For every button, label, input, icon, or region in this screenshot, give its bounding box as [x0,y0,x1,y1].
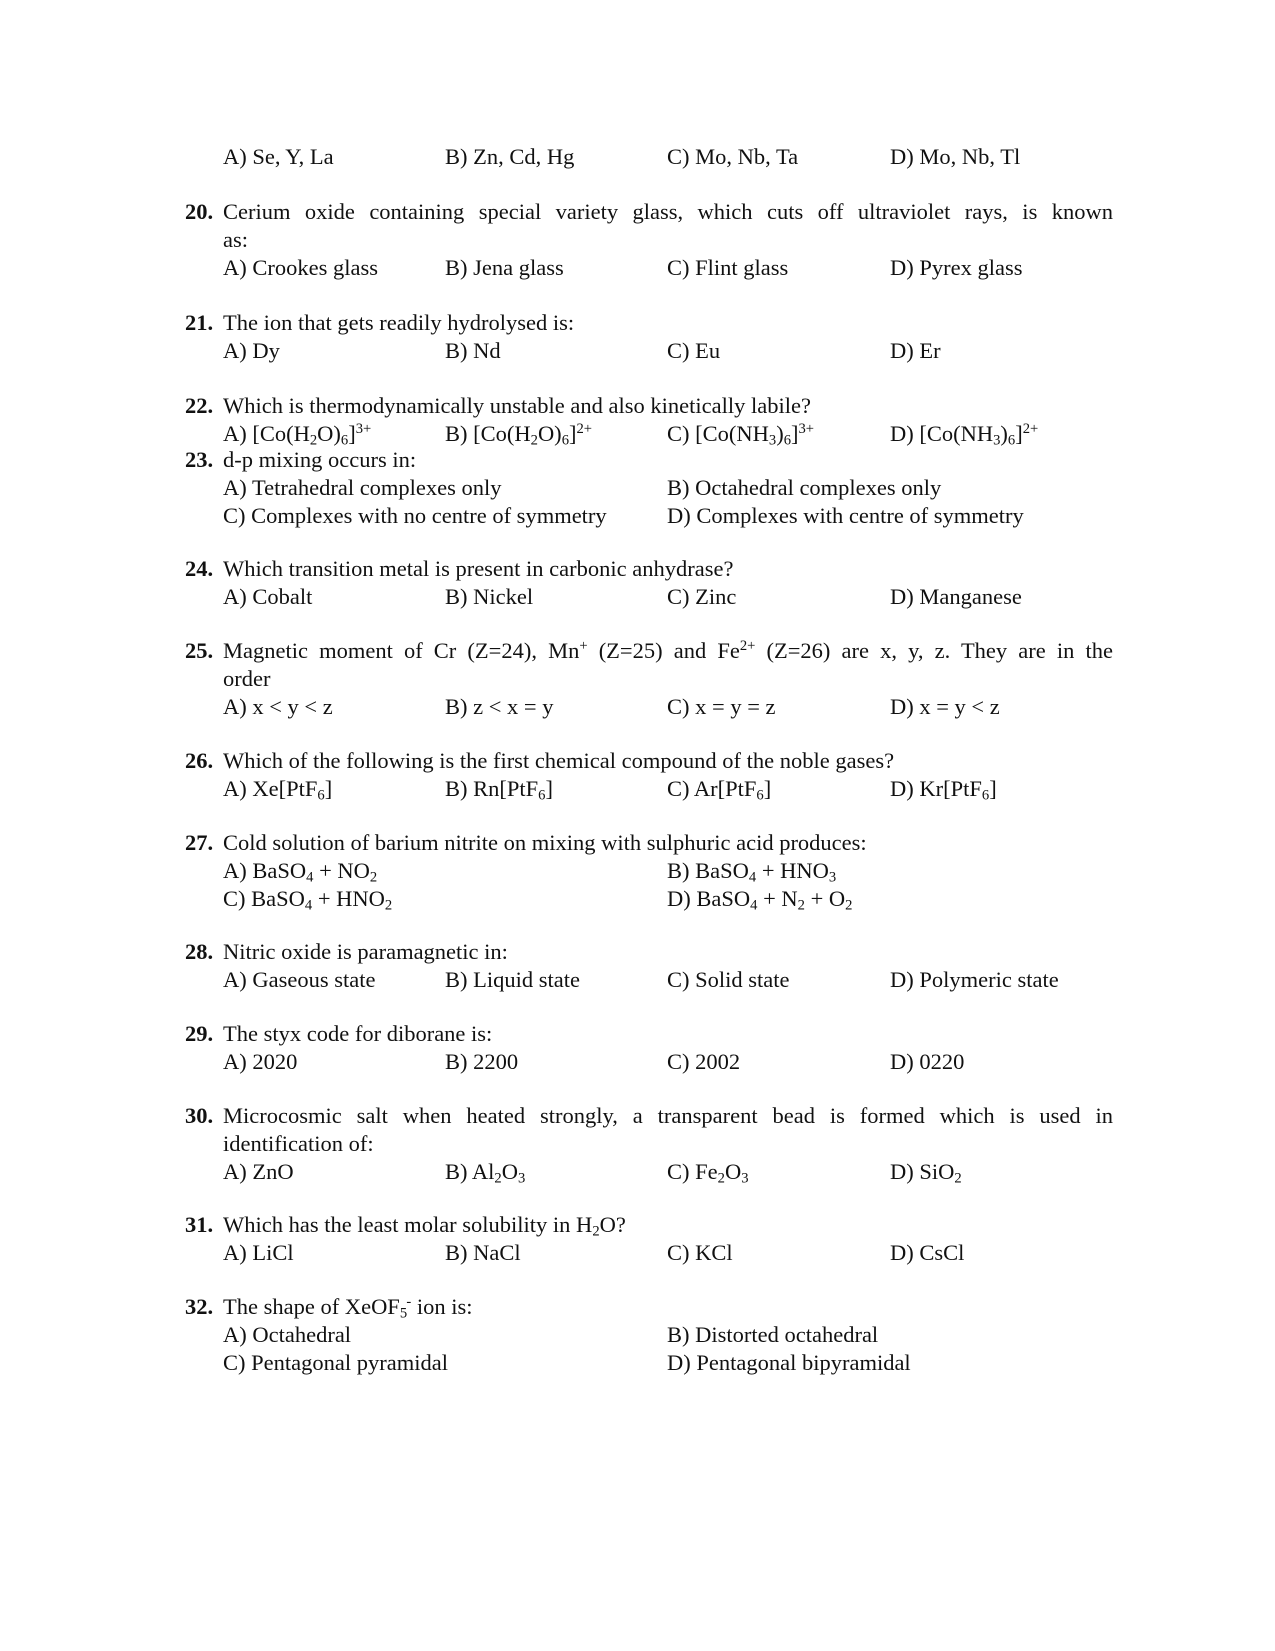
option-c: C) BaSO$_4$ + $HNO_2$ [223,886,393,914]
question-number: 26. [185,748,214,773]
question-number: 31. [185,1212,214,1237]
option-c: C) Complexes with no centre of symmetry [223,503,607,528]
option-a: A) LiCl [223,1240,294,1265]
option-a: A) 2020 [223,1049,298,1074]
question-number: 20. [185,199,214,224]
option-b: B) z < x = y [445,694,554,719]
option-d: D) 0220 [890,1049,965,1074]
option-d: D) Manganese [890,584,1022,609]
question-number: 24. [185,556,214,581]
question-number: 23. [185,447,214,472]
option-a: A) Tetrahedral complexes only [223,475,502,500]
option-a: A) Crookes glass [223,255,378,280]
option-b: B) $[Co(H_2O)_6]^{2+}$ [445,420,593,449]
option-c: C) $[Co(NH_3)_6]^{3+}$ [667,420,815,449]
question-stem: The shape of XeOF$_5$- ion is: [223,1293,473,1322]
option-b: B) Nd [445,338,501,363]
option-a: A) ZnO [223,1159,294,1184]
question-number: 29. [185,1021,214,1046]
option-c: C) Ar[PtF$_6$] [667,776,772,804]
question-stem: The ion that gets readily hydrolysed is: [223,310,575,335]
option-b: B) Distorted octahedral [667,1322,879,1347]
question-stem-line-2: order [223,666,271,691]
option-d: D) $[Co(NH_3)_6]^{2+}$ [890,420,1039,449]
option-a: A) $[Co(H_2O)_6]^{3+}$ [223,420,372,449]
question-stem: Which has the least molar solubility in $H_2O$? [223,1212,626,1240]
question-stem: Cold solution of barium nitrite on mixing with sulphuric acid produces: [223,830,867,855]
option-a: A) Dy [223,338,280,363]
option-c: C) Zinc [667,584,737,609]
option-c: C) Flint glass [667,255,789,280]
question-stem-line-1: Cerium oxide containing special variety glass, which cuts off ultraviolet rays, is known [223,199,1113,224]
option-c: C) Pentagonal pyramidal [223,1350,448,1375]
option-b: B) NaCl [445,1240,521,1265]
option-b: B) Liquid state [445,967,580,992]
question-stem-line-1: Microcosmic salt when heated strongly, a transparent bead is formed which is used in [223,1103,1113,1128]
option-d: D) Pyrex glass [890,255,1023,280]
question-stem: Which of the following is the first chemical compound of the noble gases? [223,748,895,773]
option-a: A) Xe[PtF$_6$] [223,776,333,804]
question-number: 22. [185,393,214,418]
question-number: 28. [185,939,214,964]
option-d: D) Kr[PtF$_6$] [890,776,997,804]
option-d: D) BaSO$_4$ + $N_2 + O_2$ [667,886,853,914]
option-b: B) 2200 [445,1049,519,1074]
question-stem-line-2: identification of: [223,1131,374,1156]
option-d: D) x = y < z [890,694,1000,719]
option-b: B) Nickel [445,584,534,609]
option-a: A) Cobalt [223,584,313,609]
option-a: A) Octahedral [223,1322,352,1347]
option-c: C) KCl [667,1240,733,1265]
option-c: C) Eu [667,338,721,363]
question-number: 32. [185,1294,214,1319]
question-stem-line-1: Magnetic moment of Cr (Z=24), Mn+ (Z=25) and $Fe^{2+}$ (Z=26) are x, y, z. They are in the [223,637,1113,663]
option-d: D) Er [890,338,941,363]
option-a: A) Gaseous state [223,967,376,992]
option-a: A) x < y < z [223,694,333,719]
option-d: D) CsCl [890,1240,965,1265]
question-number: 27. [185,830,214,855]
option-c: C) $Fe_2O_3$ [667,1159,749,1187]
option-a: A) Se, Y, La [223,144,334,169]
option-c: C) 2002 [667,1049,741,1074]
option-b: B) Zn, Cd, Hg [445,144,575,169]
question-number: 30. [185,1103,214,1128]
option-d: D) Pentagonal bipyramidal [667,1350,911,1375]
option-a: A) BaSO$_4$ + $NO_2$ [223,858,378,886]
option-c: C) x = y = z [667,694,776,719]
option-c: C) Solid state [667,967,790,992]
option-d: D) Mo, Nb, Tl [890,144,1021,169]
option-d: D) Complexes with centre of symmetry [667,503,1024,528]
option-b: B) Jena glass [445,255,564,280]
option-b: B) Rn[PtF$_6$] [445,776,553,804]
option-d: D) Polymeric state [890,967,1059,992]
question-stem-line-2: as: [223,227,248,252]
question-number: 21. [185,310,214,335]
option-b: B) Octahedral complexes only [667,475,942,500]
option-b: B) BaSO$_4$ + $HNO_3$ [667,858,837,886]
question-stem: The styx code for diborane is: [223,1021,493,1046]
question-stem: Which is thermodynamically unstable and also kinetically labile? [223,393,811,418]
option-b: B) $Al_2O_3$ [445,1159,526,1187]
question-stem: d-p mixing occurs in: [223,447,417,472]
option-c: C) Mo, Nb, Ta [667,144,799,169]
question-stem: Nitric oxide is paramagnetic in: [223,939,508,964]
question-stem: Which transition metal is present in carbonic anhydrase? [223,556,734,581]
question-number: 25. [185,638,214,663]
option-d: D) SiO$_2$ [890,1159,962,1187]
